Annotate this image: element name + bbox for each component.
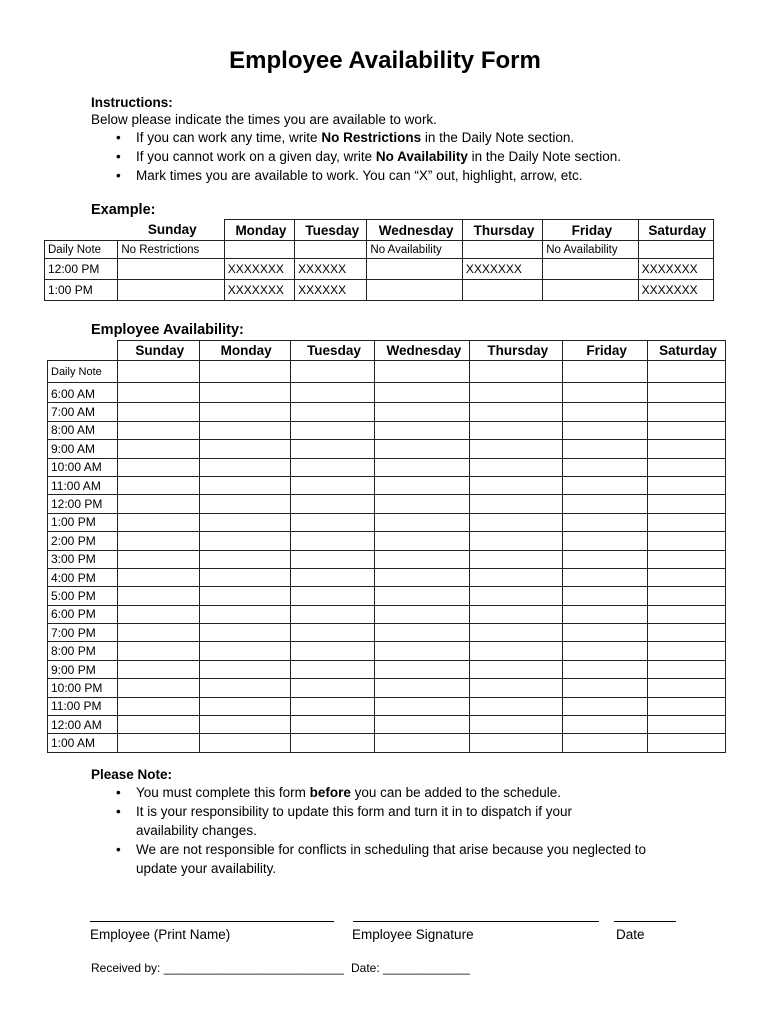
example-time-row: [45, 280, 714, 301]
availability-cell[interactable]: [117, 421, 199, 439]
row-label: 1:00 PM: [48, 513, 118, 531]
availability-cell[interactable]: [117, 624, 199, 642]
availability-cell[interactable]: [290, 532, 375, 550]
availability-cell[interactable]: [375, 568, 470, 586]
availability-cell[interactable]: [563, 550, 648, 568]
availability-cell[interactable]: [470, 568, 563, 586]
availability-cell[interactable]: [290, 440, 375, 458]
availability-cell[interactable]: [470, 660, 563, 678]
availability-cell[interactable]: [470, 642, 563, 660]
availability-cell[interactable]: [470, 697, 563, 715]
availability-cell[interactable]: [648, 458, 726, 476]
availability-day-header: Tuesday: [290, 341, 375, 361]
availability-cell[interactable]: [199, 476, 290, 494]
availability-cell[interactable]: [117, 605, 199, 623]
time-row: [48, 383, 726, 403]
daily-note-row: [48, 361, 726, 383]
availability-cell[interactable]: [648, 605, 726, 623]
note-item: • It is your responsibility to update this form and turn it in to dispatch if your availability changes.: [91, 802, 691, 840]
availability-cell[interactable]: [199, 532, 290, 550]
row-label: 7:00 PM: [48, 624, 118, 642]
availability-cell[interactable]: [290, 361, 375, 383]
availability-cell[interactable]: [648, 550, 726, 568]
row-label: Daily Note: [45, 241, 118, 259]
availability-cell[interactable]: [563, 476, 648, 494]
instructions-heading: Instructions:: [91, 95, 173, 110]
row-label: 9:00 AM: [48, 440, 118, 458]
availability-cell[interactable]: [563, 605, 648, 623]
availability-cell[interactable]: [648, 716, 726, 734]
example-day-header: Thursday: [462, 220, 542, 241]
availability-cell[interactable]: [375, 383, 470, 403]
example-header-row: [45, 220, 714, 241]
availability-day-header: Thursday: [470, 341, 563, 361]
example-cell: XXXXXXX: [638, 280, 713, 301]
availability-cell[interactable]: [290, 697, 375, 715]
example-cell: [462, 241, 542, 259]
example-cell: XXXXXXX: [224, 259, 294, 280]
availability-cell[interactable]: [375, 476, 470, 494]
row-label: 8:00 PM: [48, 642, 118, 660]
availability-cell[interactable]: [117, 476, 199, 494]
availability-cell[interactable]: [199, 361, 290, 383]
availability-cell[interactable]: [117, 532, 199, 550]
availability-cell[interactable]: [648, 532, 726, 550]
example-cell: No Availability: [543, 241, 638, 259]
availability-cell[interactable]: [199, 624, 290, 642]
availability-cell[interactable]: [648, 568, 726, 586]
example-cell: [462, 280, 542, 301]
availability-cell[interactable]: [290, 679, 375, 697]
availability-cell[interactable]: [199, 550, 290, 568]
availability-cell[interactable]: [563, 403, 648, 421]
example-day-header: Wednesday: [367, 220, 462, 241]
time-row: [48, 532, 726, 550]
availability-cell[interactable]: [648, 642, 726, 660]
availability-cell[interactable]: [375, 403, 470, 421]
availability-cell[interactable]: [375, 458, 470, 476]
availability-cell[interactable]: [117, 660, 199, 678]
row-label: 8:00 AM: [48, 421, 118, 439]
instruction-item: • If you can work any time, write No Restrictions in the Daily Note section.: [91, 128, 711, 147]
availability-cell[interactable]: [199, 679, 290, 697]
availability-cell[interactable]: [563, 532, 648, 550]
example-cell: [367, 259, 462, 280]
time-row: [48, 716, 726, 734]
availability-cell[interactable]: [199, 458, 290, 476]
availability-cell[interactable]: [470, 403, 563, 421]
time-row: [48, 568, 726, 586]
example-cell: XXXXXX: [295, 259, 367, 280]
time-row: [48, 440, 726, 458]
availability-cell[interactable]: [470, 440, 563, 458]
availability-cell[interactable]: [199, 513, 290, 531]
availability-cell[interactable]: [375, 734, 470, 752]
availability-cell[interactable]: [199, 642, 290, 660]
row-label: 11:00 PM: [48, 697, 118, 715]
time-row: [48, 587, 726, 605]
availability-cell[interactable]: [648, 587, 726, 605]
availability-header-row: [48, 341, 726, 361]
availability-cell[interactable]: [199, 495, 290, 513]
availability-cell[interactable]: [470, 495, 563, 513]
example-cell: [224, 241, 294, 259]
availability-cell[interactable]: [470, 624, 563, 642]
availability-cell[interactable]: [375, 605, 470, 623]
availability-cell[interactable]: [648, 513, 726, 531]
example-cell: [367, 280, 462, 301]
availability-cell[interactable]: [470, 476, 563, 494]
row-label: 4:00 PM: [48, 568, 118, 586]
availability-cell[interactable]: [290, 403, 375, 421]
availability-cell[interactable]: [375, 679, 470, 697]
print-name-line[interactable]: [90, 921, 334, 922]
availability-cell[interactable]: [563, 587, 648, 605]
example-cell: No Restrictions: [118, 241, 224, 259]
availability-cell[interactable]: [563, 458, 648, 476]
availability-cell[interactable]: [375, 513, 470, 531]
availability-cell[interactable]: [563, 624, 648, 642]
availability-cell[interactable]: [117, 440, 199, 458]
time-row: [48, 605, 726, 623]
availability-cell[interactable]: [375, 716, 470, 734]
example-cell: [118, 259, 224, 280]
availability-cell[interactable]: [648, 421, 726, 439]
date-line[interactable]: [614, 921, 676, 922]
availability-cell[interactable]: [375, 660, 470, 678]
availability-cell[interactable]: [563, 642, 648, 660]
availability-day-header: Saturday: [648, 341, 726, 361]
time-row: [48, 513, 726, 531]
availability-cell[interactable]: [648, 495, 726, 513]
availability-table: [47, 340, 726, 753]
availability-cell[interactable]: [470, 532, 563, 550]
availability-cell[interactable]: [470, 587, 563, 605]
row-label: Daily Note: [48, 361, 118, 383]
example-table: [44, 219, 714, 301]
availability-cell[interactable]: [290, 513, 375, 531]
availability-cell[interactable]: [117, 495, 199, 513]
example-cell: XXXXXXX: [224, 280, 294, 301]
availability-cell[interactable]: [290, 716, 375, 734]
availability-cell[interactable]: [375, 495, 470, 513]
availability-cell[interactable]: [117, 513, 199, 531]
availability-cell[interactable]: [375, 624, 470, 642]
row-label: 10:00 AM: [48, 458, 118, 476]
time-row: [48, 660, 726, 678]
availability-cell[interactable]: [563, 513, 648, 531]
availability-cell[interactable]: [290, 458, 375, 476]
availability-cell[interactable]: [199, 421, 290, 439]
availability-cell[interactable]: [648, 476, 726, 494]
availability-cell[interactable]: [563, 716, 648, 734]
row-label: 12:00 PM: [45, 259, 118, 280]
time-row: [48, 458, 726, 476]
time-row: [48, 403, 726, 421]
availability-cell[interactable]: [117, 383, 199, 403]
availability-cell[interactable]: [563, 660, 648, 678]
example-cell: [118, 280, 224, 301]
availability-cell[interactable]: [290, 476, 375, 494]
availability-cell[interactable]: [199, 440, 290, 458]
availability-cell[interactable]: [117, 716, 199, 734]
note-heading: Please Note:: [91, 767, 173, 782]
availability-cell[interactable]: [117, 679, 199, 697]
row-label: 7:00 AM: [48, 403, 118, 421]
availability-cell[interactable]: [117, 458, 199, 476]
availability-cell[interactable]: [290, 495, 375, 513]
availability-cell[interactable]: [290, 605, 375, 623]
availability-cell[interactable]: [199, 605, 290, 623]
page-title: Employee Availability Form: [229, 47, 541, 74]
availability-cell[interactable]: [290, 587, 375, 605]
signature-line[interactable]: [353, 921, 599, 922]
example-cell: XXXXXX: [295, 280, 367, 301]
received-by-field[interactable]: Received by: ___________________________: [91, 961, 344, 975]
example-cell: [638, 241, 713, 259]
availability-cell[interactable]: [470, 361, 563, 383]
time-row: [48, 476, 726, 494]
availability-cell[interactable]: [290, 660, 375, 678]
availability-cell[interactable]: [375, 532, 470, 550]
example-time-row: [45, 259, 714, 280]
example-daily-note-row: [45, 241, 714, 259]
availability-cell[interactable]: [648, 383, 726, 403]
availability-day-header: Friday: [563, 341, 648, 361]
availability-cell[interactable]: [563, 734, 648, 752]
example-day-header: Saturday: [638, 220, 713, 241]
row-label: 6:00 PM: [48, 605, 118, 623]
availability-cell[interactable]: [199, 716, 290, 734]
availability-cell[interactable]: [648, 403, 726, 421]
availability-cell[interactable]: [375, 587, 470, 605]
availability-cell[interactable]: [290, 624, 375, 642]
time-row: [48, 421, 726, 439]
corner-cell: [48, 341, 118, 361]
availability-cell[interactable]: [117, 361, 199, 383]
availability-cell[interactable]: [375, 440, 470, 458]
availability-cell[interactable]: [563, 697, 648, 715]
row-label: 1:00 AM: [48, 734, 118, 752]
availability-cell[interactable]: [290, 734, 375, 752]
availability-cell[interactable]: [563, 495, 648, 513]
availability-cell[interactable]: [199, 383, 290, 403]
instruction-item: • If you cannot work on a given day, write No Availability in the Daily Note section.: [91, 147, 711, 166]
row-label: 11:00 AM: [48, 476, 118, 494]
availability-cell[interactable]: [563, 679, 648, 697]
note-list: [91, 783, 691, 878]
time-row: [48, 697, 726, 715]
availability-cell[interactable]: [375, 361, 470, 383]
availability-cell[interactable]: [199, 403, 290, 421]
note-item: • You must complete this form before you can be added to the schedule.: [91, 783, 691, 802]
availability-cell[interactable]: [290, 568, 375, 586]
availability-cell[interactable]: [117, 550, 199, 568]
time-row: [48, 734, 726, 752]
example-day-header: Sunday: [118, 220, 224, 241]
availability-cell[interactable]: [290, 550, 375, 568]
row-label: 3:00 PM: [48, 550, 118, 568]
availability-day-header: Wednesday: [375, 341, 470, 361]
availability-cell[interactable]: [470, 513, 563, 531]
availability-heading: Employee Availability:: [91, 322, 244, 338]
row-label: 5:00 PM: [48, 587, 118, 605]
availability-cell[interactable]: [648, 660, 726, 678]
availability-day-header: Sunday: [117, 341, 199, 361]
row-label: 12:00 PM: [48, 495, 118, 513]
time-row: [48, 550, 726, 568]
example-day-header: Friday: [543, 220, 638, 241]
example-cell: [543, 280, 638, 301]
example-cell: XXXXXXX: [462, 259, 542, 280]
availability-cell[interactable]: [470, 550, 563, 568]
received-date-field[interactable]: Date: _____________: [351, 961, 470, 975]
availability-cell[interactable]: [470, 734, 563, 752]
time-row: [48, 642, 726, 660]
availability-cell[interactable]: [470, 458, 563, 476]
example-day-header: Monday: [224, 220, 294, 241]
availability-cell[interactable]: [470, 421, 563, 439]
row-label: 9:00 PM: [48, 660, 118, 678]
availability-cell[interactable]: [199, 697, 290, 715]
availability-cell[interactable]: [563, 440, 648, 458]
time-row: [48, 679, 726, 697]
print-name-label: Employee (Print Name): [90, 927, 231, 942]
time-row: [48, 495, 726, 513]
example-cell: [295, 241, 367, 259]
availability-cell[interactable]: [199, 568, 290, 586]
example-heading: Example:: [91, 202, 156, 218]
availability-cell[interactable]: [375, 697, 470, 715]
availability-cell[interactable]: [199, 734, 290, 752]
availability-cell[interactable]: [375, 550, 470, 568]
availability-cell[interactable]: [648, 679, 726, 697]
time-row: [48, 624, 726, 642]
example-cell: XXXXXXX: [638, 259, 713, 280]
row-label: 10:00 PM: [48, 679, 118, 697]
row-label: 12:00 AM: [48, 716, 118, 734]
availability-cell[interactable]: [117, 734, 199, 752]
availability-cell[interactable]: [375, 421, 470, 439]
availability-cell[interactable]: [563, 361, 648, 383]
note-item: • We are not responsible for conflicts in scheduling that arise because you neglected to update your availability.: [91, 840, 691, 878]
availability-cell[interactable]: [290, 421, 375, 439]
availability-cell[interactable]: [563, 383, 648, 403]
availability-cell[interactable]: [117, 568, 199, 586]
signature-label: Employee Signature: [352, 927, 474, 942]
availability-cell[interactable]: [648, 624, 726, 642]
date-label: Date: [616, 927, 645, 942]
availability-cell[interactable]: [648, 361, 726, 383]
availability-cell[interactable]: [117, 587, 199, 605]
row-label: 2:00 PM: [48, 532, 118, 550]
availability-cell[interactable]: [470, 716, 563, 734]
availability-cell[interactable]: [117, 403, 199, 421]
availability-cell[interactable]: [117, 642, 199, 660]
instructions-intro: Below please indicate the times you are available to work.: [91, 112, 437, 127]
instructions-list: [91, 128, 711, 185]
availability-cell[interactable]: [290, 383, 375, 403]
availability-cell[interactable]: [563, 421, 648, 439]
row-label: 1:00 PM: [45, 280, 118, 301]
availability-cell[interactable]: [375, 642, 470, 660]
availability-cell[interactable]: [199, 587, 290, 605]
availability-cell[interactable]: [648, 440, 726, 458]
availability-cell[interactable]: [648, 734, 726, 752]
availability-cell[interactable]: [470, 679, 563, 697]
example-cell: [543, 259, 638, 280]
availability-cell[interactable]: [648, 697, 726, 715]
availability-cell[interactable]: [117, 697, 199, 715]
instruction-item: • Mark times you are available to work. You can “X” out, highlight, arrow, etc.: [91, 166, 711, 185]
availability-cell[interactable]: [470, 605, 563, 623]
availability-cell[interactable]: [290, 642, 375, 660]
example-day-header: Tuesday: [295, 220, 367, 241]
availability-cell[interactable]: [470, 383, 563, 403]
example-cell: No Availability: [367, 241, 462, 259]
availability-cell[interactable]: [563, 568, 648, 586]
availability-day-header: Monday: [199, 341, 290, 361]
row-label: 6:00 AM: [48, 383, 118, 403]
availability-cell[interactable]: [199, 660, 290, 678]
